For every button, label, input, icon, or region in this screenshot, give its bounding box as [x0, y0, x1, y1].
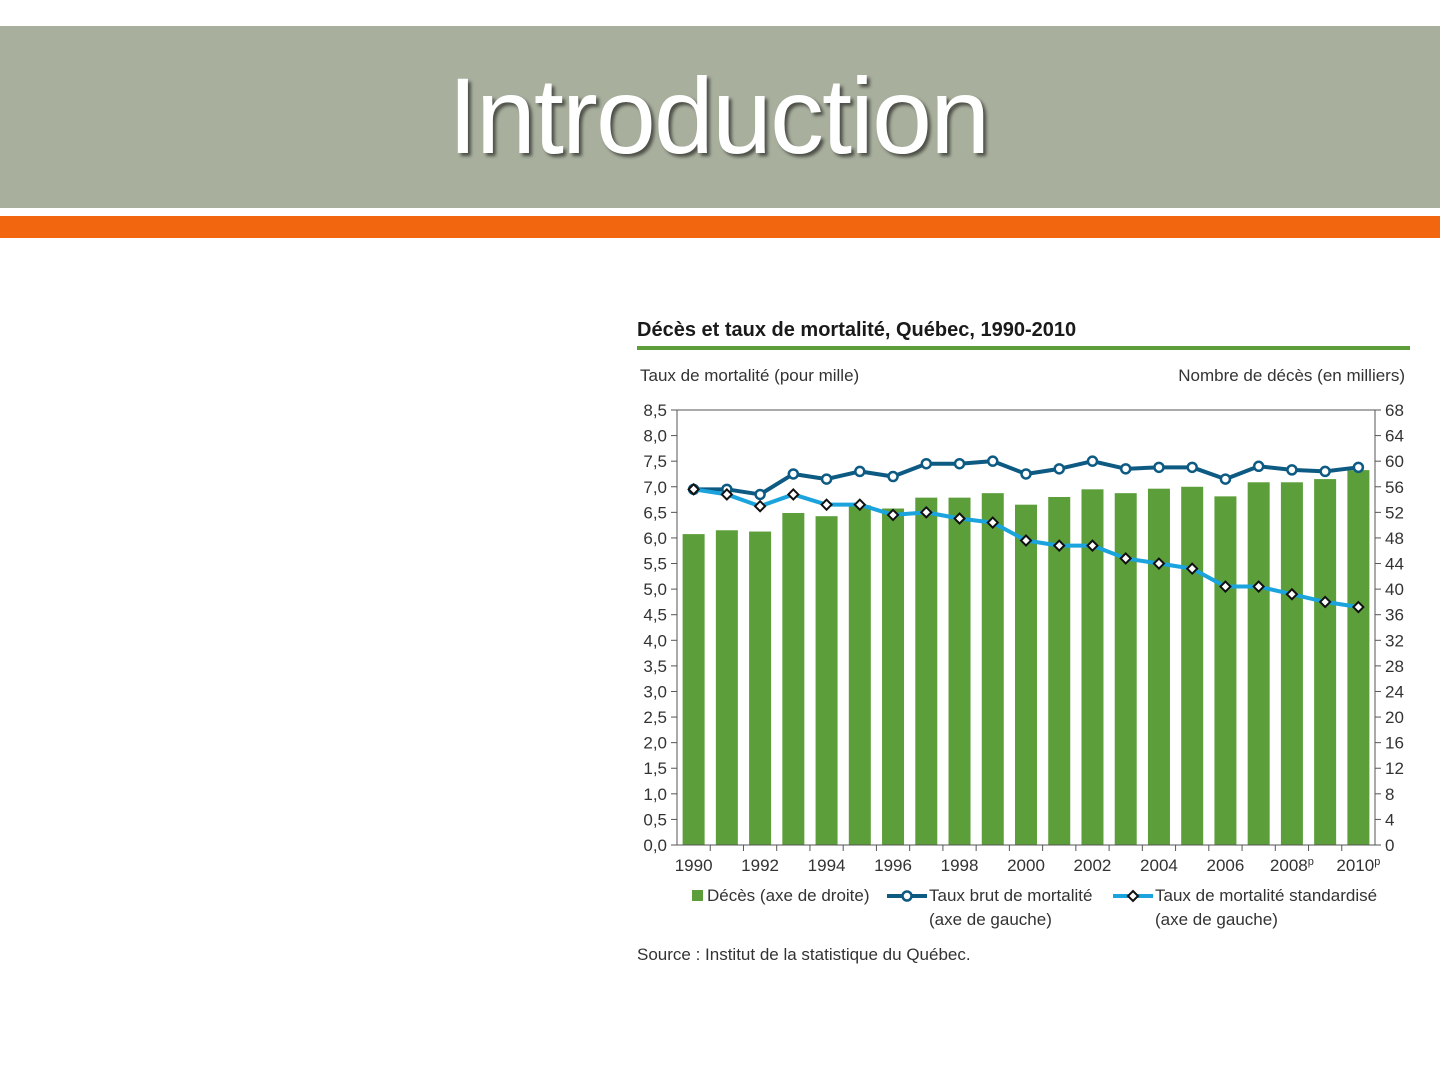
crude-rate-point-2001	[1055, 464, 1064, 473]
x-tick-year: 1990	[674, 856, 713, 875]
legend-label-standardized-line2: (axe de gauche)	[1155, 910, 1278, 929]
chart-source: Source : Institut de la statistique du Québec.	[637, 945, 971, 964]
bar-1997	[915, 498, 937, 845]
x-tick-label	[1007, 856, 1045, 875]
crude-rate-point-1997	[922, 459, 931, 468]
bar-1991	[716, 530, 738, 845]
crude-rate-point-1992	[756, 490, 765, 499]
right-tick-label: 36	[1385, 605, 1404, 625]
x-tick-year: 1996	[874, 856, 912, 875]
right-tick-label: 24	[1385, 682, 1404, 702]
crude-rate-point-2007	[1254, 462, 1263, 471]
x-tick-label	[675, 856, 713, 875]
crude-rate-point-2006	[1221, 475, 1230, 484]
bar-2004	[1148, 489, 1170, 845]
crude-rate-point-2009	[1321, 467, 1330, 476]
x-tick-year: 2004	[1140, 856, 1178, 875]
bar-2000	[1015, 505, 1037, 845]
left-tick-label: 6,0	[643, 528, 667, 548]
right-tick-label: 68	[1385, 401, 1404, 420]
x-tick-label	[874, 856, 912, 875]
left-tick-label: 2,0	[643, 733, 667, 753]
standardized-rate-point-1994	[822, 500, 832, 510]
bars-group	[683, 470, 1370, 845]
left-tick-label: 8,5	[643, 401, 667, 420]
x-tick-year: 1998	[940, 856, 979, 875]
standardized-rate-point-1993	[788, 489, 798, 499]
legend-marker-crude	[903, 892, 912, 901]
x-tick-year: 2010	[1336, 856, 1375, 875]
x-tick-year: 2002	[1073, 856, 1112, 875]
x-tick-label	[941, 856, 979, 875]
left-tick-label: 4,5	[643, 605, 667, 625]
left-tick-label: 7,0	[643, 477, 667, 497]
x-tick-year: 2008	[1269, 856, 1308, 875]
bar-1992	[749, 532, 771, 845]
left-tick-label: 4,0	[643, 631, 667, 651]
right-tick-label: 44	[1385, 554, 1404, 574]
right-axis-label: Nombre de décès (en milliers)	[1178, 366, 1405, 385]
chart-title: Décès et taux de mortalité, Québec, 1990-2010	[637, 319, 1077, 341]
crude-rate-point-2000	[1022, 469, 1031, 478]
bar-2010	[1347, 470, 1369, 845]
right-tick-label: 28	[1385, 656, 1404, 676]
legend-label-standardized: Taux de mortalité standardisé	[1155, 886, 1378, 905]
crude-rate-point-2010	[1354, 463, 1363, 472]
left-tick-label: 5,5	[643, 554, 667, 574]
crude-rate-point-2004	[1154, 463, 1163, 472]
right-tick-label: 52	[1385, 503, 1404, 523]
x-tick-year: 2006	[1206, 856, 1245, 875]
bar-2007	[1248, 482, 1270, 845]
bar-1996	[882, 509, 904, 845]
right-tick-label: 32	[1385, 631, 1404, 651]
x-tick-label	[1074, 856, 1112, 875]
left-axis-label: Taux de mortalité (pour mille)	[640, 366, 860, 385]
bar-1990	[683, 534, 705, 845]
left-tick-label: 1,0	[643, 784, 667, 804]
crude-rate-point-2005	[1188, 463, 1197, 472]
x-tick-sup: p	[1374, 856, 1381, 868]
crude-rate-point-2008	[1287, 465, 1296, 474]
x-tick-label	[808, 856, 846, 875]
left-tick-label: 1,5	[643, 759, 667, 779]
right-tick-label: 8	[1385, 784, 1395, 804]
legend	[692, 886, 1377, 929]
x-tick-label	[1336, 856, 1380, 875]
bar-2006	[1214, 496, 1236, 845]
left-tick-label: 3,0	[643, 682, 667, 702]
left-tick-label: 7,5	[643, 452, 667, 472]
right-tick-label: 20	[1385, 708, 1404, 728]
crude-rate-point-2003	[1121, 464, 1130, 473]
left-tick-label: 2,5	[643, 708, 667, 728]
crude-rate-point-1993	[789, 469, 798, 478]
bar-1993	[782, 513, 804, 845]
right-tick-label: 56	[1385, 477, 1404, 497]
x-tick-label	[741, 856, 779, 875]
bar-1999	[982, 493, 1004, 845]
x-tick-label	[1207, 856, 1245, 875]
crude-rate-point-1995	[855, 467, 864, 476]
right-tick-label: 60	[1385, 452, 1404, 472]
chart-title-rule	[637, 346, 1410, 350]
left-tick-label: 3,5	[643, 656, 667, 676]
left-tick-label: 8,0	[643, 426, 667, 446]
x-tick-label	[1270, 856, 1314, 875]
legend-label-crude-line2: (axe de gauche)	[929, 910, 1052, 929]
x-tick-year: 1994	[807, 856, 846, 875]
right-tick-label: 48	[1385, 528, 1404, 548]
bar-2008	[1281, 482, 1303, 845]
left-tick-label: 6,5	[643, 503, 667, 523]
right-tick-label: 4	[1385, 810, 1395, 830]
legend-label-deaths: Décès (axe de droite)	[707, 886, 870, 905]
legend-marker-standardized	[1128, 891, 1138, 901]
crude-rate-point-1996	[889, 472, 898, 481]
left-tick-label: 0,0	[643, 836, 667, 855]
crude-rate-point-1999	[988, 457, 997, 466]
right-tick-label: 12	[1385, 759, 1404, 779]
legend-label-crude: Taux brut de mortalité	[929, 886, 1093, 905]
slide-title: Introduction	[447, 54, 989, 176]
bar-1995	[849, 505, 871, 845]
crude-rate-point-1994	[822, 475, 831, 484]
bar-1998	[949, 498, 971, 845]
bar-2005	[1181, 487, 1203, 845]
left-tick-label: 5,0	[643, 580, 667, 600]
bar-2009	[1314, 479, 1336, 845]
bar-2003	[1115, 493, 1137, 845]
left-tick-label: 0,5	[643, 810, 667, 830]
crude-rate-point-1998	[955, 459, 964, 468]
x-tick-year: 1992	[741, 856, 780, 875]
right-tick-label: 40	[1385, 580, 1404, 600]
x-tick-label	[1140, 856, 1178, 875]
x-tick-sup: p	[1307, 856, 1314, 868]
right-tick-label: 16	[1385, 733, 1404, 753]
right-tick-label: 0	[1385, 836, 1395, 855]
crude-rate-point-2002	[1088, 457, 1097, 466]
x-tick-year: 2000	[1007, 856, 1045, 875]
right-tick-label: 64	[1385, 426, 1404, 446]
standardized-rate-point-1992	[755, 501, 765, 511]
bar-1994	[816, 516, 838, 845]
legend-swatch-deaths	[692, 890, 703, 901]
